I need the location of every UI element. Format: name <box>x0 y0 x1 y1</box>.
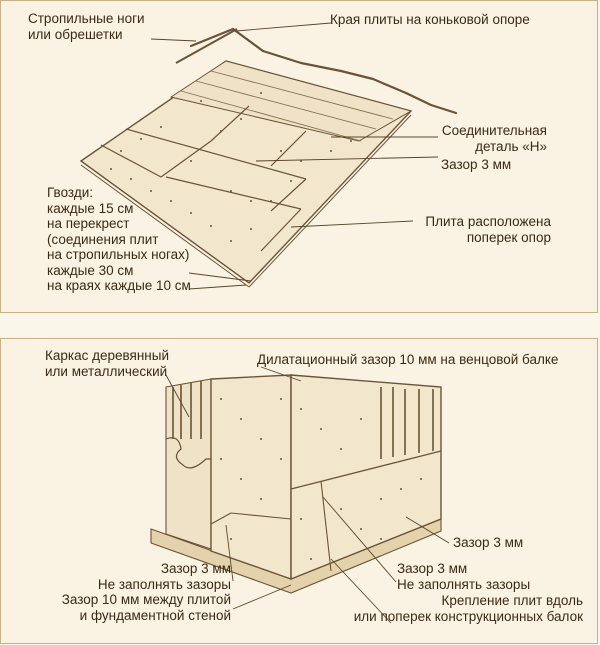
label-expansion-gap: Дилатационный зазор 10 мм на венцовой балке <box>257 352 559 367</box>
label-gap-roof: Зазор 3 мм <box>441 157 512 172</box>
label-across-supports: Плита расположена поперек опор <box>425 214 551 245</box>
label-frame: Каркас деревянный или металлический <box>45 348 169 379</box>
label-h-clip: Соединительная деталь «Н» <box>441 123 547 154</box>
roof-diagram-panel <box>0 0 598 313</box>
label-ridge-edges: Края плиты на коньковой опоре <box>330 12 530 27</box>
wall-diagram-panel <box>0 338 598 644</box>
label-gap-right: Зазор 3 мм <box>453 535 524 550</box>
label-gap-left: Зазор 3 мм Не заполнять зазоры Зазор 10 мм между плитой и фундаментной стеной <box>61 561 231 623</box>
label-gap-mid: Зазор 3 мм Не заполнять зазоры <box>397 561 531 592</box>
label-fixing: Крепление плит вдоль или поперек конструкционных балок <box>353 593 583 624</box>
label-nails: Гвозди: каждые 15 см на перекрест (соединения плит на стропильных ногах) каждые 30 см на краях каждые 10 см <box>47 185 191 293</box>
label-rafters: Стропильные ноги или обрешетки <box>28 11 145 42</box>
